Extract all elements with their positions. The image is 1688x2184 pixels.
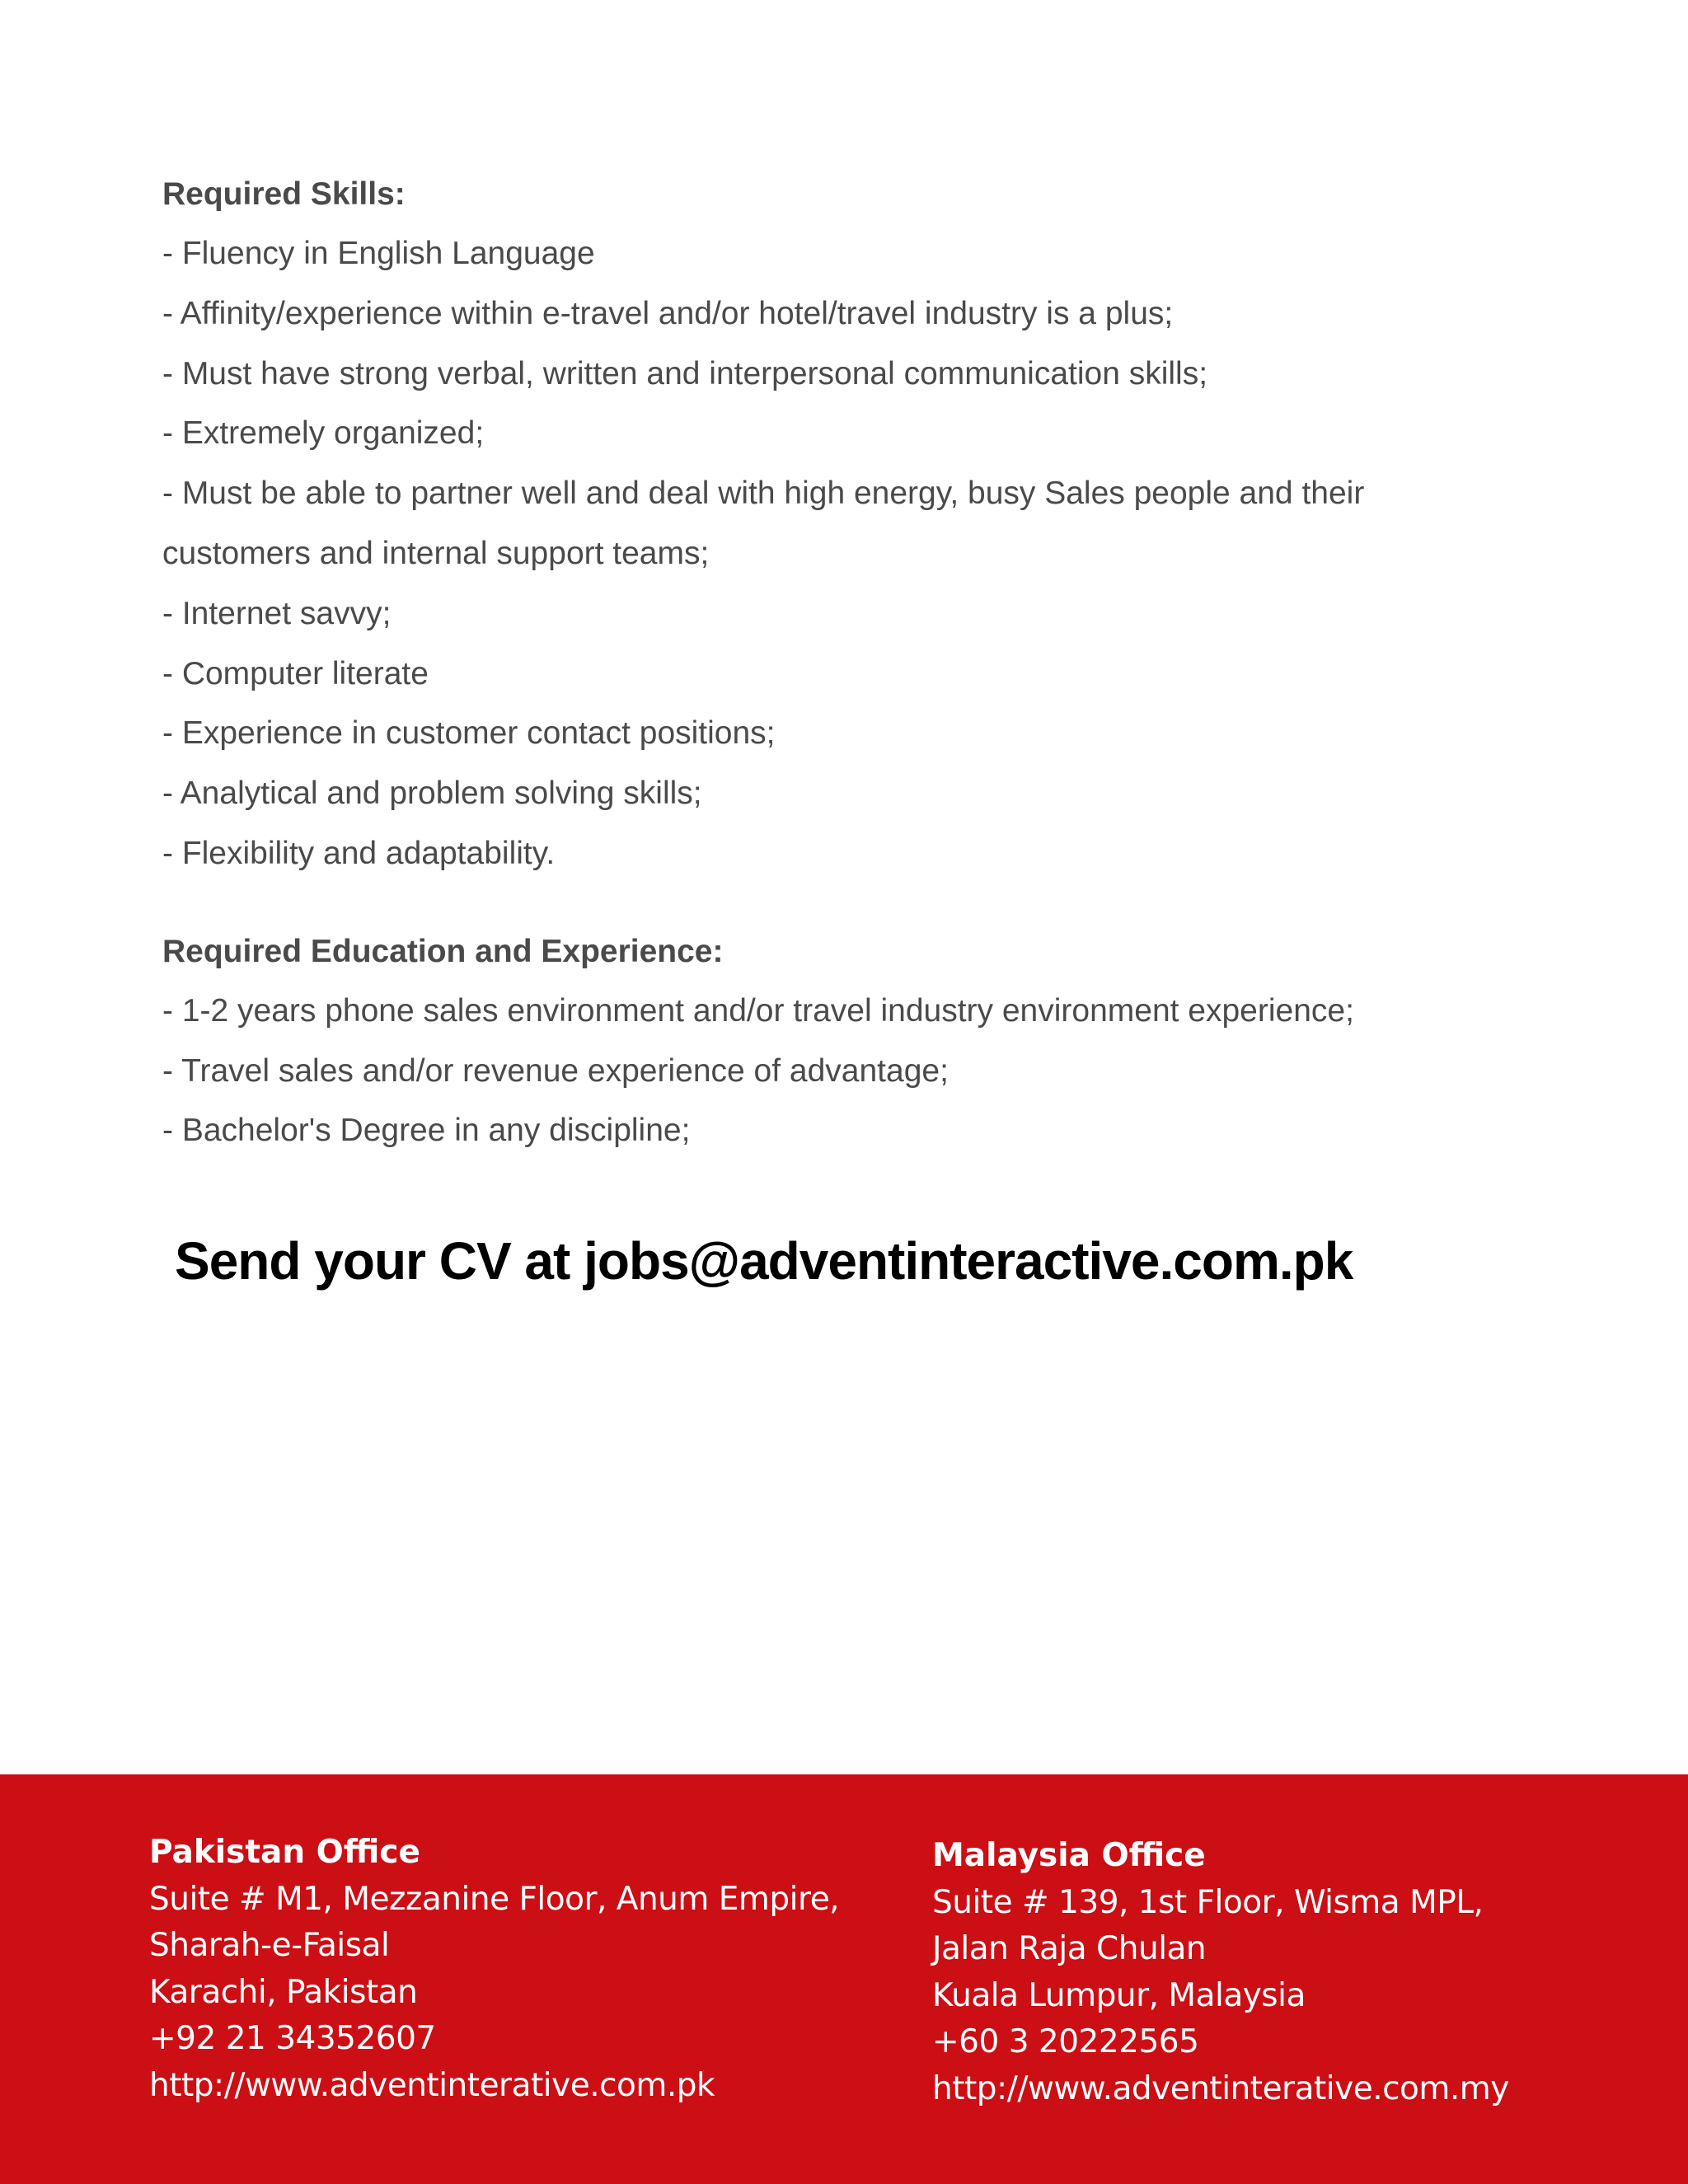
malaysia-office-title: Malaysia Office	[932, 1837, 1206, 1874]
malaysia-office	[932, 1833, 1658, 2112]
malaysia-office-website: http://www.adventinterative.com.my	[932, 2069, 1509, 2107]
malaysia-office-address-line: Suite # 139, 1st Floor, Wisma MPL,	[932, 1883, 1484, 1921]
send-cv-callout: Send your CV at jobs@adventinteractive.com.pk	[175, 1231, 1353, 1291]
pakistan-office-phone: +92 21 34352607	[149, 2020, 436, 2057]
list-item: - Must have strong verbal, written and interpersonal communication skills;	[162, 355, 1208, 391]
job-requirements	[162, 165, 1531, 1161]
malaysia-office-phone: +60 3 20222565	[932, 2023, 1199, 2060]
required-skills-heading: Required Skills:	[162, 176, 406, 212]
required-education-heading: Required Education and Experience:	[162, 933, 724, 969]
list-item: - Analytical and problem solving skills;	[162, 776, 702, 812]
pakistan-office-address-line: Suite # M1, Mezzanine Floor, Anum Empire,	[149, 1880, 840, 1918]
required-education-list	[162, 982, 1531, 1161]
required-skills-section	[162, 165, 1531, 884]
list-item: customers and internal support teams;	[162, 535, 710, 571]
list-item: - Extremely organized;	[162, 415, 485, 452]
pakistan-office-website: http://www.adventinterative.com.pk	[149, 2066, 715, 2104]
list-item: - Fluency in English Language	[162, 236, 595, 271]
pakistan-office-title: Pakistan Office	[149, 1834, 420, 1871]
malaysia-office-city: Kuala Lumpur, Malaysia	[932, 1976, 1306, 2014]
list-item: - Bachelor's Degree in any discipline;	[162, 1113, 691, 1149]
required-education-section	[162, 922, 1531, 1161]
pakistan-office-address-line: Sharah-e-Faisal	[149, 1927, 390, 1964]
list-item: - Computer literate	[162, 655, 429, 691]
list-item: - Experience in customer contact positions;	[162, 715, 776, 752]
footer-offices	[0, 1774, 1688, 2184]
list-item: - Internet savvy;	[162, 595, 392, 631]
pakistan-office	[149, 1830, 874, 2109]
list-item: - Travel sales and/or revenue experience of advantage;	[162, 1052, 949, 1089]
pakistan-office-city: Karachi, Pakistan	[149, 1973, 418, 2011]
required-skills-list	[162, 224, 1531, 884]
list-item: - Flexibility and adaptability.	[162, 835, 556, 871]
list-item: - Affinity/experience within e-travel and/or hotel/travel industry is a plus;	[162, 295, 1174, 331]
list-item: - Must be able to partner well and deal with high energy, busy Sales people and their	[162, 476, 1365, 512]
malaysia-office-address-line: Jalan Raja Chulan	[932, 1930, 1207, 1967]
list-item: - 1-2 years phone sales environment and/or travel industry environment experience;	[162, 992, 1354, 1029]
